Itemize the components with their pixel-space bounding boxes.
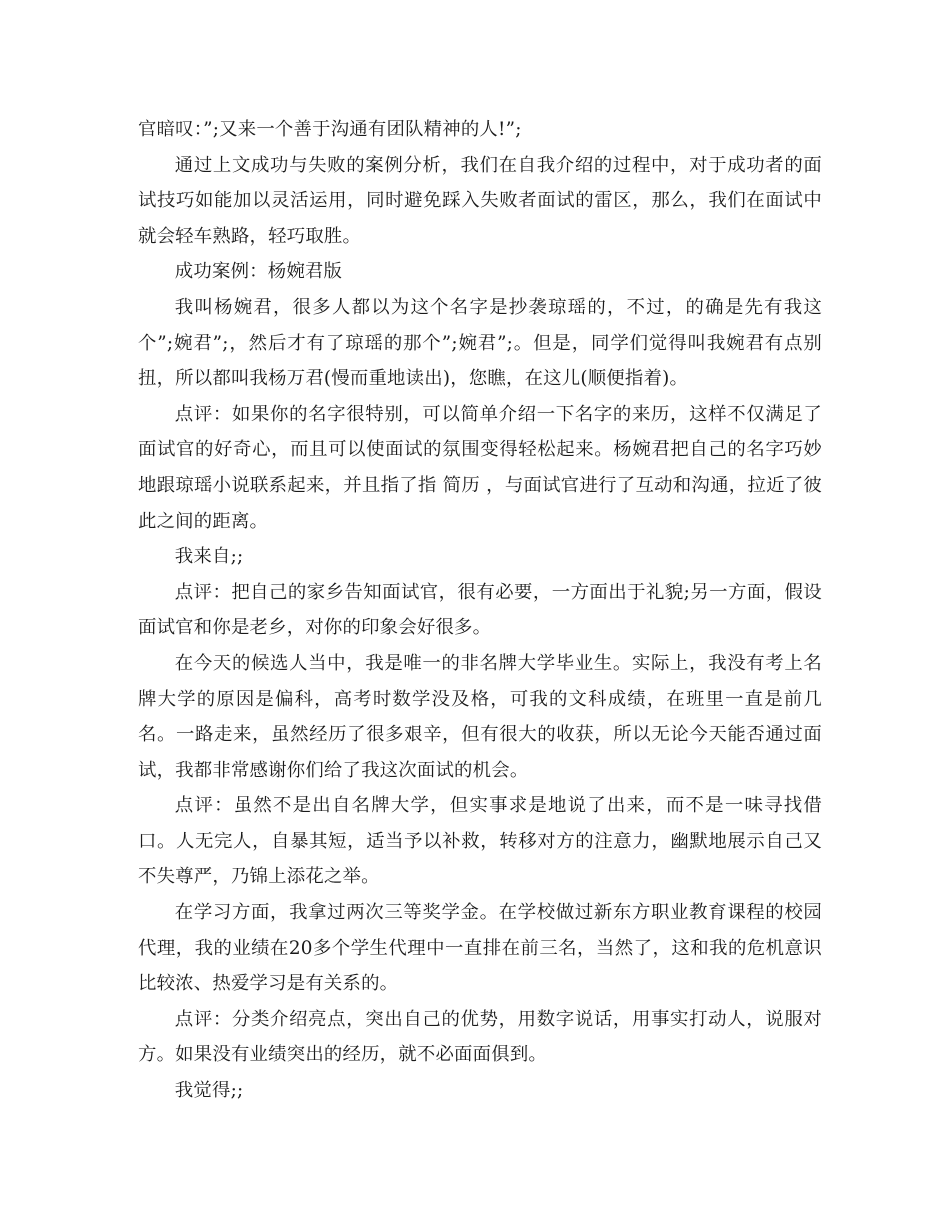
paragraph-1: 官暗叹：”;又来一个善于沟通有团队精神的人!”; [138,119,522,140]
paragraph-3-heading: 成功案例：杨婉君版 [174,261,343,283]
paragraph-7-comment: 点评：把自己的家乡告知面试官，很有必要，一方面出于礼貌;另一方面，假设面试官和你是老乡，对你的印象会好很多。 [138,581,822,639]
paragraph-10: 在学习方面，我拿过两次三等奖学金。在学校做过新东方职业教育课程的校园代理，我的业绩在20多个学生代理中一直排在前三名，当然了，这和我的危机意识比较浓、热爱学习是有关系的。 [138,902,822,995]
paragraph-5-comment: 点评：如果你的名字很特别，可以简单介绍一下名字的来历，这样不仅满足了面试官的好奇心，而且可以使面试的氛围变得轻松起来。杨婉君把自己的名字巧妙地跟琼瑶小说联系起来，并且指了指 简历 ，与面试官进行了互动和沟通，拉近了彼此之间的距离。 [138,403,822,532]
paragraph-11-comment: 点评：分类介绍亮点，突出自己的优势，用数字说话，用事实打动人，说服对方。如果没有业绩突出的经历，就不必面面俱到。 [138,1008,822,1066]
paragraph-12: 我觉得;; [174,1080,244,1102]
paragraph-4: 我叫杨婉君，很多人都以为这个名字是抄袭琼瑶的，不过，的确是先有我这个”;婉君”;，然后才有了琼瑶的那个”;婉君”;。但是，同学们觉得叫我婉君有点别扭，所以都叫我杨万君(慢而重地读出)，您瞧，在这儿(顺便指着)。 [138,296,822,390]
paragraph-8: 在今天的候选人当中，我是唯一的非名牌大学毕业生。实际上，我没有考上名牌大学的原因是偏科，高考时数学没及格，可我的文科成绩，在班里一直是前几名。一路走来，虽然经历了很多艰辛，但有很大的收获，所以无论今天能否通过面试，我都非常感谢你们给了我这次面试的机会。 [138,652,822,781]
paragraph-2: 通过上文成功与失败的案例分析，我们在自我介绍的过程中，对于成功者的面试技巧如能加以灵活运用，同时避免踩入失败者面试的雷区，那么，我们在面试中就会轻车熟路，轻巧取胜。 [138,154,822,247]
paragraph-9-comment: 点评：虽然不是出自名牌大学，但实事求是地说了出来，而不是一味寻找借口。人无完人，自暴其短，适当予以补救，转移对方的注意力，幽默地展示自己又不失尊严，乃锦上添花之举。 [138,795,822,888]
paragraph-6: 我来自;; [174,546,244,568]
document-body [138,112,822,1109]
